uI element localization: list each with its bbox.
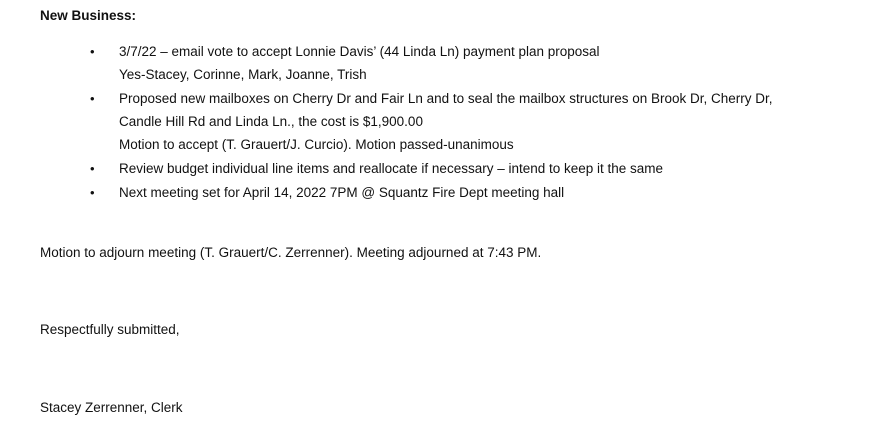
bullet-icon: • [90, 161, 95, 176]
list-item-line: 3/7/22 – email vote to accept Lonnie Davis’ (44 Linda Ln) payment plan proposal [119, 44, 600, 59]
bullet-icon: • [90, 185, 95, 200]
signature: Stacey Zerrenner, Clerk [40, 400, 183, 415]
bullet-icon: • [90, 44, 95, 59]
list-item-line: Review budget individual line items and reallocate if necessary – intend to keep it the same [119, 161, 664, 176]
section-heading: New Business: [40, 8, 137, 23]
list-item-line: Proposed new mailboxes on Cherry Dr and Fair Ln and to seal the mailbox structures on Brook Dr, Cherry Dr, [119, 91, 773, 106]
list-item-budget-review [90, 157, 860, 180]
bullet-icon: • [90, 91, 95, 106]
list-item-next-meeting [90, 181, 860, 204]
list-item-email-vote [90, 40, 860, 86]
list-item-line: Yes-Stacey, Corinne, Mark, Joanne, Trish [119, 67, 367, 82]
list-item-line: Candle Hill Rd and Linda Ln., the cost is $1,900.00 [119, 114, 423, 129]
list-item-line: Motion to accept (T. Grauert/J. Curcio). Motion passed-unanimous [119, 137, 514, 152]
adjourn-motion: Motion to adjourn meeting (T. Grauert/C. Zerrenner). Meeting adjourned at 7:43 PM. [40, 245, 542, 260]
closing-text: Respectfully submitted, [40, 322, 180, 337]
list-item-line: Next meeting set for April 14, 2022 7PM @ Squantz Fire Dept meeting hall [119, 185, 565, 200]
list-item-mailboxes [90, 87, 860, 156]
new-business-list [90, 40, 860, 205]
